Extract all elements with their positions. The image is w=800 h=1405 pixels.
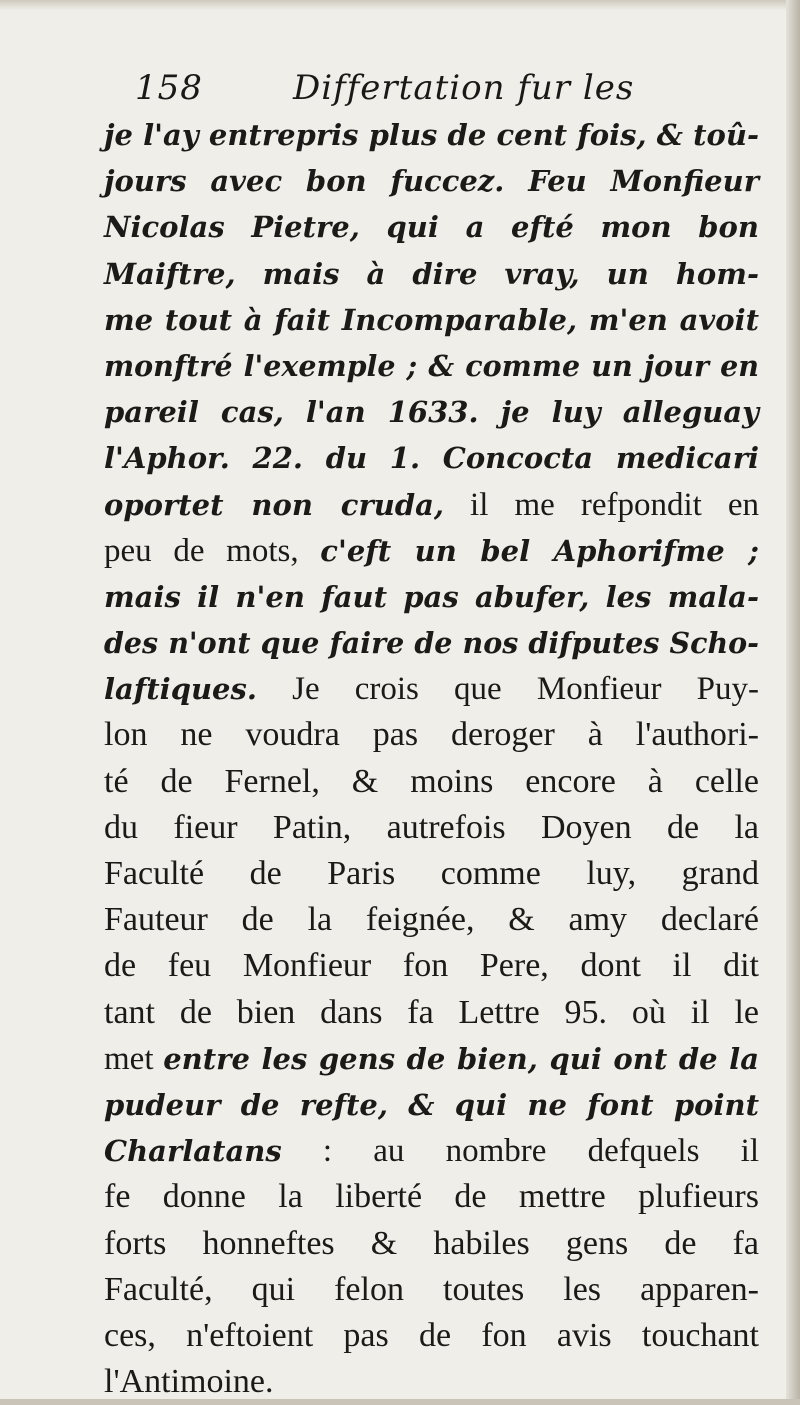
text-line [104,1128,759,1174]
text-line: Maiftre, mais à dire vray, un hom- [104,256,759,291]
text-line: fe donne la liberté de mettre plufieurs [104,1178,759,1216]
italic-span: laftiques. [104,672,257,707]
text-line: du fieur Patin, autrefois Doyen de la [104,808,759,846]
roman-span: met [104,1040,164,1077]
text-line: té de Fernel, & moins encore à celle [104,762,759,800]
text-line: l'Aphor. 22. du 1. Concocta medicari [104,441,759,476]
italic-span: oportet non cruda, [104,487,444,522]
body-text [104,112,759,1405]
roman-span: : au nombre defquels il [281,1133,759,1170]
roman-span: il me refpondit en [444,486,760,523]
text-line: Faculté, qui felon toutes les apparen- [104,1270,759,1308]
text-line [104,482,759,528]
text-line: Fauteur de la feignée, & amy declaré [104,901,759,939]
text-line [104,528,759,574]
text-line: Nicolas Pietre, qui a efté mon bon [104,210,759,245]
text-line: ces, n'eftoient pas de fon avis touchant [104,1316,759,1354]
text-line [104,1036,759,1082]
roman-span: Je crois que Monfieur Puy- [256,671,759,708]
text-line: tant de bien dans fa Lettre 95. où il le [104,993,759,1031]
text-line: pareil cas, l'an 1633. je luy alleguay [104,395,759,430]
text-line: des n'ont que faire de nos difputes Scho- [104,626,759,661]
text-line: de feu Monfieur fon Pere, dont il dit [104,947,759,985]
text-line: lon ne voudra pas deroger à l'authori- [104,716,759,754]
page-right-edge [786,0,800,1399]
text-line: mais il n'en faut pas abufer, les mala- [104,579,759,614]
italic-span: entre les gens de bien, qui ont de la [163,1041,759,1076]
text-line: l'Antimoine. [104,1363,274,1401]
page-header [135,68,695,112]
text-line: Faculté de Paris comme luy, grand [104,855,759,892]
text-line: je l'ay entrepris plus de cent fois, & toû- [104,118,759,152]
roman-span: peu de mots, [104,532,321,569]
italic-span: c'eft un bel Aphorifme ; [320,533,759,568]
text-line: jours avec bon fuccez. Feu Monfieur [104,164,759,199]
text-line: monftré l'exemple ; & comme un jour en [104,348,759,383]
page-number: 158 [135,68,203,108]
text-line [104,666,759,712]
text-line: pudeur de refte, & qui ne font point [104,1087,759,1122]
text-line: me tout à fait Incomparable, m'en avoit [104,302,759,337]
running-head: Differtation fur les [293,68,635,108]
text-line: forts honneftes & habiles gens de fa [104,1224,759,1262]
italic-span: Charlatans [104,1134,282,1169]
page-top-edge [0,0,800,10]
